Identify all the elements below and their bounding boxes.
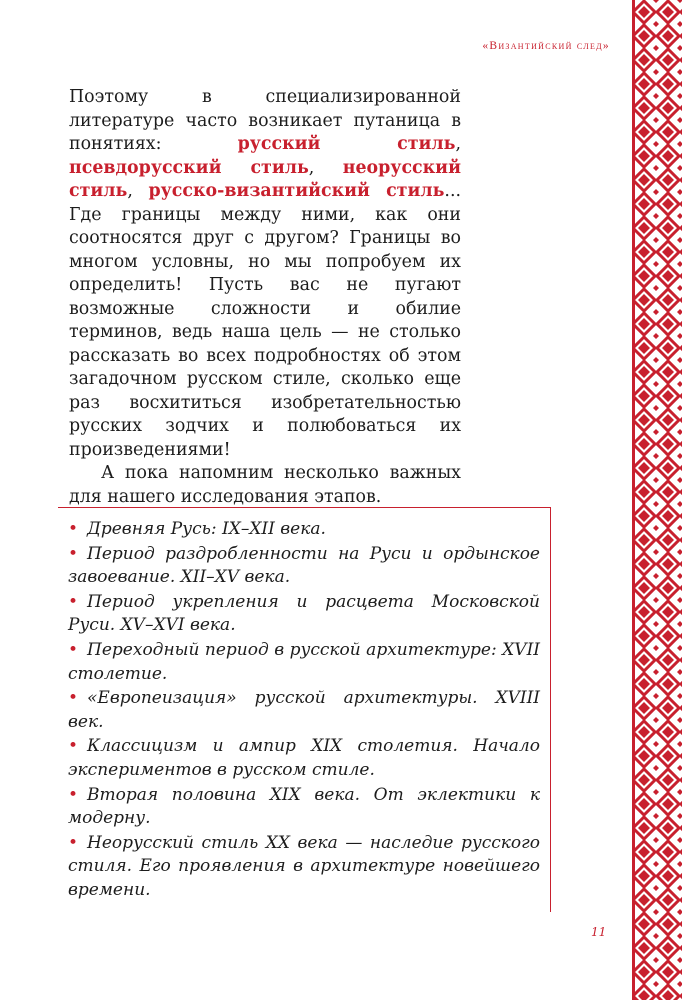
term-separator: , xyxy=(455,134,461,154)
timeline-item-text: Период укрепления и расцвета Московской Руси. XV–XVI века. xyxy=(68,591,540,636)
bullet-icon: • xyxy=(68,519,79,539)
paragraph-1-rest: ... Где границы между ними, как они соотносятся друг с другом? Границы во многом условны, но мы попробуем их определить! Пусть вас не пугают возможные сложности и обилие терминов, ведь наша цель — не столько рассказать во всех подробностях об этом загадочном русском стиле, сколько еще раз восхититься изобретательностью русских зодчих и полюбоваться их произведениями! xyxy=(69,181,462,460)
timeline-item-text: Древняя Русь: IX–XII века. xyxy=(87,519,326,539)
timeline-item-text: Переходный период в русской архитектуре: XVII столетие. xyxy=(68,639,540,684)
bullet-icon: • xyxy=(68,784,79,805)
body-text xyxy=(69,86,461,509)
timeline-item xyxy=(68,784,540,831)
bullet-icon: • xyxy=(68,639,79,660)
timeline-item xyxy=(68,591,540,638)
term-separator: , xyxy=(308,157,343,178)
timeline-box xyxy=(58,507,551,912)
term-russian-style: русский стиль xyxy=(237,134,456,154)
paragraph-1 xyxy=(69,86,461,462)
timeline-item-text: Классицизм и ампир XIX столетия. Начало экспериментов в русском стиле. xyxy=(68,736,540,780)
bullet-icon: • xyxy=(68,832,79,853)
timeline-item xyxy=(68,832,540,903)
timeline-item-text: Период раздробленности на Руси и ордынское завоевание. XII–XV века. xyxy=(68,543,540,588)
timeline-item xyxy=(68,735,540,782)
term-neo-russian-style: неорусский стиль xyxy=(69,157,461,201)
timeline-list xyxy=(68,518,540,904)
bullet-icon: • xyxy=(68,688,79,709)
term-separator: , xyxy=(127,181,149,201)
timeline-item-text: «Европеизация» русской архитектуры. XVIII век. xyxy=(68,688,540,732)
timeline-item-text: Неорусский стиль XX века — наследие русского стиля. Его проявления в архитектуре новейшего времени. xyxy=(68,832,540,900)
timeline-item xyxy=(68,543,540,590)
timeline-item-text: Вторая половина XIX века. От эклектики к модерну. xyxy=(68,784,540,829)
term-pseudo-russian-style: псевдорусский стиль xyxy=(69,157,309,178)
page-number: 11 xyxy=(591,925,607,939)
timeline-item xyxy=(68,687,540,734)
paragraph-1-intro: Поэтому в специализированной литературе часто возникает путаница в понятиях: xyxy=(69,87,461,154)
bullet-icon: • xyxy=(68,543,79,564)
timeline-item xyxy=(68,639,540,686)
timeline-item xyxy=(68,518,540,542)
bullet-icon: • xyxy=(68,736,79,757)
paragraph-2: А пока напомним несколько важных для нашего исследования этапов. xyxy=(69,463,461,507)
term-russo-byzantine-style: русско-византийский стиль xyxy=(148,181,445,201)
ornament-border xyxy=(632,0,682,1000)
bullet-icon: • xyxy=(68,591,79,612)
running-header: «Византийский след» xyxy=(482,40,610,52)
